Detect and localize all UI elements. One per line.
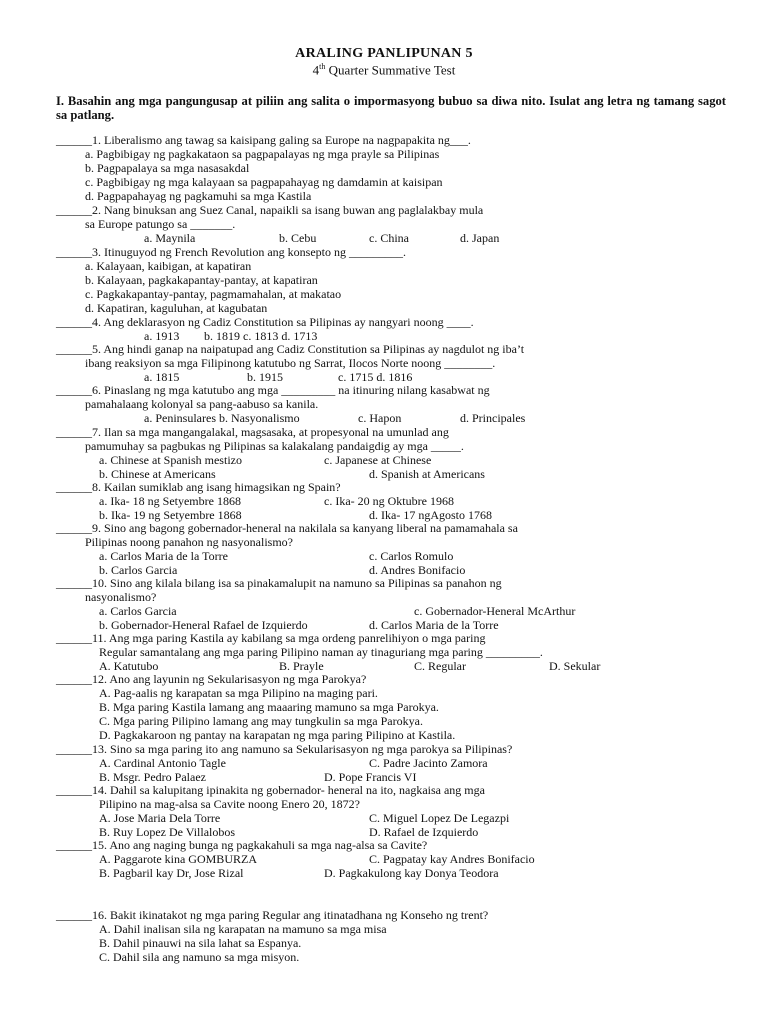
option-c: c. Carlos Romulo bbox=[369, 548, 454, 563]
option-c: c. Japanese at Chinese bbox=[324, 452, 432, 467]
option-b: B. Dahil pinauwi na sila lahat sa Espanya. bbox=[99, 935, 302, 950]
question-2 bbox=[56, 203, 500, 246]
question-4 bbox=[56, 316, 474, 344]
option-b: b. Kalayaan, pagkakapantay-pantay, at kapatiran bbox=[85, 272, 318, 287]
question-3 bbox=[56, 246, 406, 315]
option-a: a. Carlos Maria de la Torre bbox=[99, 548, 228, 563]
option-b: B. Prayle bbox=[279, 658, 324, 673]
question-6 bbox=[56, 383, 526, 426]
question-stem: ______15. Ano ang naging bunga ng pagkakahuli sa mga nag-alsa sa Cavite? bbox=[56, 838, 428, 852]
question-12 bbox=[56, 673, 455, 742]
option-a: a. Carlos Garcia bbox=[99, 603, 177, 618]
option-a: a. Ika- 18 ng Setyembre 1868 bbox=[99, 493, 241, 508]
option-d: d. Andres Bonifacio bbox=[369, 562, 466, 577]
question-stem: ______9. Sino ang bagong gobernador-heneral na nakilala sa kanyang liberal na pamamahala sa bbox=[56, 521, 518, 535]
option-c: c. Ika- 20 ng Oktubre 1968 bbox=[324, 493, 454, 508]
question-stem: ______6. Pinaslang ng mga katutubo ang mga _________ na itinuring nilang kasabwat ng bbox=[56, 383, 490, 397]
option-c: c. China bbox=[369, 230, 409, 245]
question-stem-cont: nasyonalismo? bbox=[85, 589, 157, 604]
question-stem: ______13. Sino sa mga paring ito ang namuno sa Sekularisasyon ng mga parokya sa Pilipinas? bbox=[56, 742, 513, 756]
option-b: B. Pagbaril kay Dr, Jose Rizal bbox=[99, 865, 244, 880]
option-c: c. Hapon bbox=[358, 410, 402, 425]
option-d: D. Sekular bbox=[549, 658, 601, 673]
option-d: d. Kapatiran, kaguluhan, at kagubatan bbox=[85, 300, 268, 315]
option-b: B. Ruy Lopez De Villalobos bbox=[99, 824, 236, 839]
option-a: a. 1913 bbox=[144, 328, 180, 343]
option-a: a. Kalayaan, kaibigan, at kapatiran bbox=[85, 258, 252, 273]
option-a: A. Paggarote kina GOMBURZA bbox=[99, 851, 257, 866]
option-bcd: b. 1819 c. 1813 d. 1713 bbox=[204, 328, 318, 343]
question-stem: ______8. Kailan sumiklab ang isang himagsikan ng Spain? bbox=[56, 480, 341, 494]
question-13 bbox=[56, 743, 512, 785]
option-b: b. Gobernador-Heneral Rafael de Izquierdo bbox=[99, 617, 308, 632]
question-stem-cont: ibang reaksiyon sa mga Filipinong katutubo ng Sarrat, Ilocos Norte noong ________. bbox=[85, 355, 496, 370]
question-stem: ______3. Itinuguyod ng French Revolution ang konsepto ng _________. bbox=[56, 245, 406, 259]
page-title: ARALING PANLIPUNAN 5 bbox=[295, 46, 473, 61]
option-a: a. 1815 bbox=[144, 369, 180, 384]
question-stem: ______11. Ang mga paring Kastila ay kabilang sa mga ordeng panrelihiyon o mga paring bbox=[56, 631, 486, 645]
option-b: b. Pagpapalaya sa mga nasasakdal bbox=[85, 160, 250, 175]
option-c: C. Miguel Lopez De Legazpi bbox=[369, 810, 510, 825]
option-a: A. Cardinal Antonio Tagle bbox=[99, 755, 226, 770]
option-b: b. Cebu bbox=[279, 230, 317, 245]
question-16 bbox=[56, 909, 488, 965]
option-d: D. Pope Francis VI bbox=[324, 769, 417, 784]
question-stem: ______12. Ano ang layunin ng Sekularisasyon ng mga Parokya? bbox=[56, 672, 367, 686]
option-ab: a. Peninsulares b. Nasyonalismo bbox=[144, 410, 300, 425]
option-d: D. Pagkakulong kay Donya Teodora bbox=[324, 865, 499, 880]
question-10 bbox=[56, 576, 576, 633]
option-d: d. Ika- 17 ngAgosto 1768 bbox=[369, 507, 492, 522]
option-c: c. Pagkakapantay-pantay, pagmamahalan, at makatao bbox=[85, 286, 342, 301]
option-c: C. Regular bbox=[414, 658, 466, 673]
option-d: d. Japan bbox=[460, 230, 500, 245]
option-c: C. Pagpatay kay Andres Bonifacio bbox=[369, 851, 535, 866]
instructions: I. Basahin ang mga pangungusap at piliin ang salita o impormasyong bubuo sa diwa nito. Isulat ang letra ng tamang sagot sa patlang. bbox=[56, 94, 726, 122]
question-stem-cont: Pilipino na mag-alsa sa Cavite noong Enero 20, 1872? bbox=[99, 796, 360, 811]
option-b: b. 1915 bbox=[247, 369, 283, 384]
question-stem: ______1. Liberalismo ang tawag sa kaisipang galing sa Europe na nagpapakita ng___. bbox=[56, 133, 471, 147]
option-d: d. Carlos Maria de la Torre bbox=[369, 617, 499, 632]
question-7 bbox=[56, 425, 485, 482]
option-a: A. Pag-aalis ng karapatan sa mga Pilipino na maging pari. bbox=[99, 685, 378, 700]
option-a: a. Pagbibigay ng pagkakataon sa pagpapalayas ng mga prayle sa Pilipinas bbox=[85, 146, 440, 161]
option-a: a. Maynila bbox=[144, 230, 196, 245]
option-d: d. Principales bbox=[460, 410, 526, 425]
option-a: A. Dahil inalisan sila ng karapatan na mamuno sa mga misa bbox=[99, 921, 387, 936]
option-b: b. Chinese at Americans bbox=[99, 466, 216, 481]
option-b: B. Msgr. Pedro Palaez bbox=[99, 769, 206, 784]
question-8 bbox=[56, 480, 492, 523]
option-cd: c. 1715 d. 1816 bbox=[338, 369, 413, 384]
option-a: A. Jose Maria Dela Torre bbox=[99, 810, 221, 825]
question-stem: ______10. Sino ang kilala bilang isa sa pinakamalupit na namuno sa Pilipinas sa panahon ng bbox=[56, 576, 502, 590]
question-stem: ______5. Ang hindi ganap na naipatupad ang Cadiz Constitution sa Pilipinas ay nagdulot ng iba’t bbox=[56, 342, 525, 356]
option-d: d. Spanish at Americans bbox=[369, 466, 485, 481]
option-c: c. Pagbibigay ng mga kalayaan sa pagpapahayag ng damdamin at kaisipan bbox=[85, 174, 443, 189]
question-15 bbox=[56, 838, 535, 881]
option-b: B. Mga paring Kastila lamang ang maaaring mamuno sa mga Parokya. bbox=[99, 699, 439, 714]
question-stem-cont: pamahalaang kolonyal sa pang-aabuso sa kanila. bbox=[85, 396, 319, 411]
option-c: C. Padre Jacinto Zamora bbox=[369, 755, 488, 770]
option-a: a. Chinese at Spanish mestizo bbox=[99, 452, 242, 467]
option-c: C. Dahil sila ang namuno sa mga misyon. bbox=[99, 949, 300, 964]
option-d: D. Rafael de Izquierdo bbox=[369, 824, 479, 839]
option-c: C. Mga paring Pilipino lamang ang may tungkulin sa mga Parokya. bbox=[99, 713, 423, 728]
question-1 bbox=[56, 134, 471, 203]
question-stem: ______16. Bakit ikinatakot ng mga paring Regular ang itinatadhana ng Konseho ng trent? bbox=[56, 908, 489, 922]
question-stem-cont: Regular samantalang ang mga paring Pilipino naman ay tinaguriang mga paring _________. bbox=[99, 644, 543, 659]
question-stem-cont: sa Europe patungo sa _______. bbox=[85, 216, 236, 231]
question-stem: ______14. Dahil sa kalupitang ipinakita ng gobernador- heneral na ito, nagkaisa ang mga bbox=[56, 783, 485, 797]
question-stem: ______2. Nang binuksan ang Suez Canal, napaikli sa isang buwan ang paglalakbay mula bbox=[56, 203, 484, 217]
question-stem: ______4. Ang deklarasyon ng Cadiz Constitution sa Pilipinas ay nangyari noong ____. bbox=[56, 315, 474, 329]
question-stem: ______7. Ilan sa mga mangangalakal, magsasaka, at propesyonal na umunlad ang bbox=[56, 425, 449, 439]
option-b: b. Ika- 19 ng Setyembre 1868 bbox=[99, 507, 242, 522]
option-a: A. Katutubo bbox=[99, 658, 159, 673]
question-5 bbox=[56, 343, 524, 385]
question-stem-cont: pamumuhay sa pagbukas ng Pilipinas sa kalakalang pandaigdig ay mga _____. bbox=[85, 438, 464, 453]
option-b: b. Carlos Garcia bbox=[99, 562, 178, 577]
question-14 bbox=[56, 783, 510, 840]
page-subtitle: 4th Quarter Summative Test bbox=[312, 62, 456, 78]
question-11 bbox=[56, 631, 601, 674]
question-9 bbox=[56, 522, 518, 578]
option-d: d. Pagpapahayag ng pagkamuhi sa mga Kastila bbox=[85, 188, 312, 203]
option-d: D. Pagkakaroon ng pantay na karapatan ng mga paring Pilipino at Kastila. bbox=[99, 727, 456, 742]
question-stem-cont: Pilipinas noong panahon ng nasyonalismo? bbox=[85, 534, 293, 549]
option-c: c. Gobernador-Heneral McArthur bbox=[414, 603, 576, 618]
